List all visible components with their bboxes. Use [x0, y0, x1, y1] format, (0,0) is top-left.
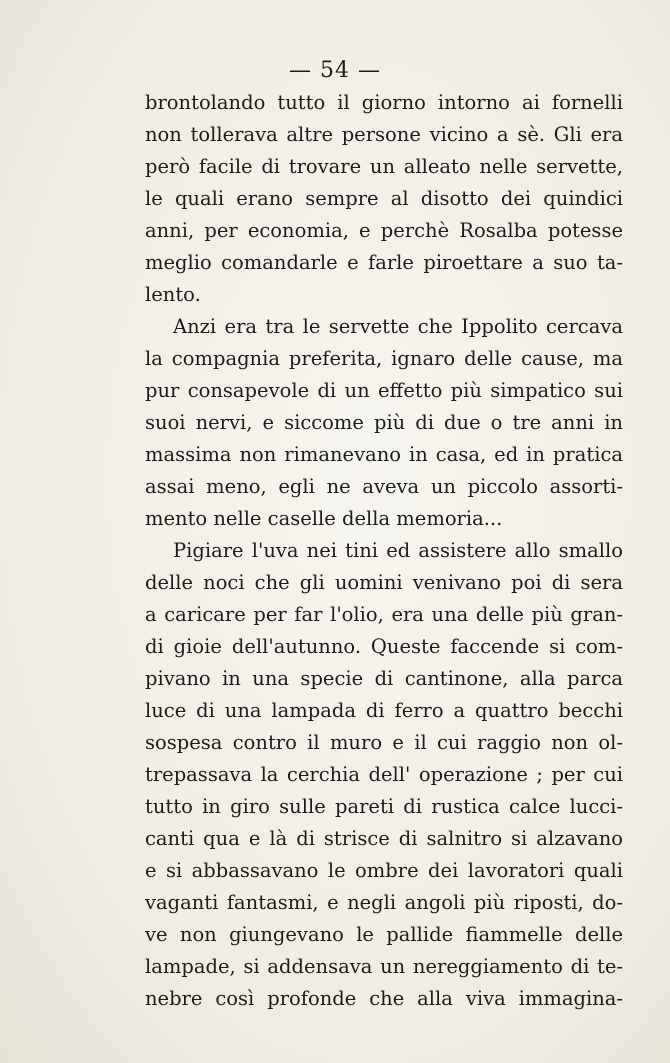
text-line: tutto in giro sulle pareti di rustica calce lucci- — [145, 795, 623, 818]
text-line: assai meno, egli ne aveva un piccolo assorti- — [145, 475, 623, 498]
text-line: mento nelle caselle della memoria... — [145, 507, 503, 530]
text-line: la compagnia preferita, ignaro delle cause, ma — [145, 347, 623, 370]
text-line: lampade, si addensava un nereggiamento di te- — [145, 955, 623, 978]
text-line: meglio comandarle e farle piroettare a suo ta- — [145, 251, 623, 274]
text-line: non tollerava altre persone vicino a sè. Gli era — [145, 123, 623, 146]
text-line: ve non giungevano le pallide fiammelle delle — [145, 923, 623, 946]
page-number: — 54 — — [289, 58, 381, 83]
text-line: di gioie dell'autunno. Queste faccende si com- — [145, 635, 623, 658]
text-line: luce di una lampada di ferro a quattro becchi — [145, 699, 623, 722]
text-line: e si abbassavano le ombre dei lavoratori quali — [145, 859, 623, 882]
text-line: canti qua e là di strisce di salnitro si alzavano — [145, 827, 623, 850]
text-line: sospesa contro il muro e il cui raggio non ol- — [145, 731, 623, 754]
text-line: lento. — [145, 283, 201, 306]
text-line: brontolando tutto il giorno intorno ai fornelli — [145, 91, 623, 114]
text-line: trepassava la cerchia dell' operazione ; per cui — [145, 763, 623, 786]
text-line: pivano in una specie di cantinone, alla parca — [145, 667, 623, 690]
text-line: Anzi era tra le servette che Ippolito cercava — [173, 315, 623, 338]
text-line: suoi nervi, e siccome più di due o tre anni in — [145, 411, 623, 434]
text-line: Pigiare l'uva nei tini ed assistere allo smallo — [173, 539, 623, 562]
text-line: però facile di trovare un alleato nelle servette, — [145, 155, 623, 178]
text-line: pur consapevole di un effetto più simpatico sui — [145, 379, 623, 402]
text-line: vaganti fantasmi, e negli angoli più riposti, do- — [145, 891, 623, 914]
text-line: le quali erano sempre al disotto dei quindici — [145, 187, 623, 210]
text-line: massima non rimanevano in casa, ed in pratica — [145, 443, 623, 466]
text-line: a caricare per far l'olio, era una delle più gran- — [145, 603, 623, 626]
text-line: anni, per economia, e perchè Rosalba potesse — [145, 219, 623, 242]
text-line: nebre così profonde che alla viva immagina- — [145, 987, 623, 1010]
text-line: delle noci che gli uomini venivano poi di sera — [145, 571, 623, 594]
